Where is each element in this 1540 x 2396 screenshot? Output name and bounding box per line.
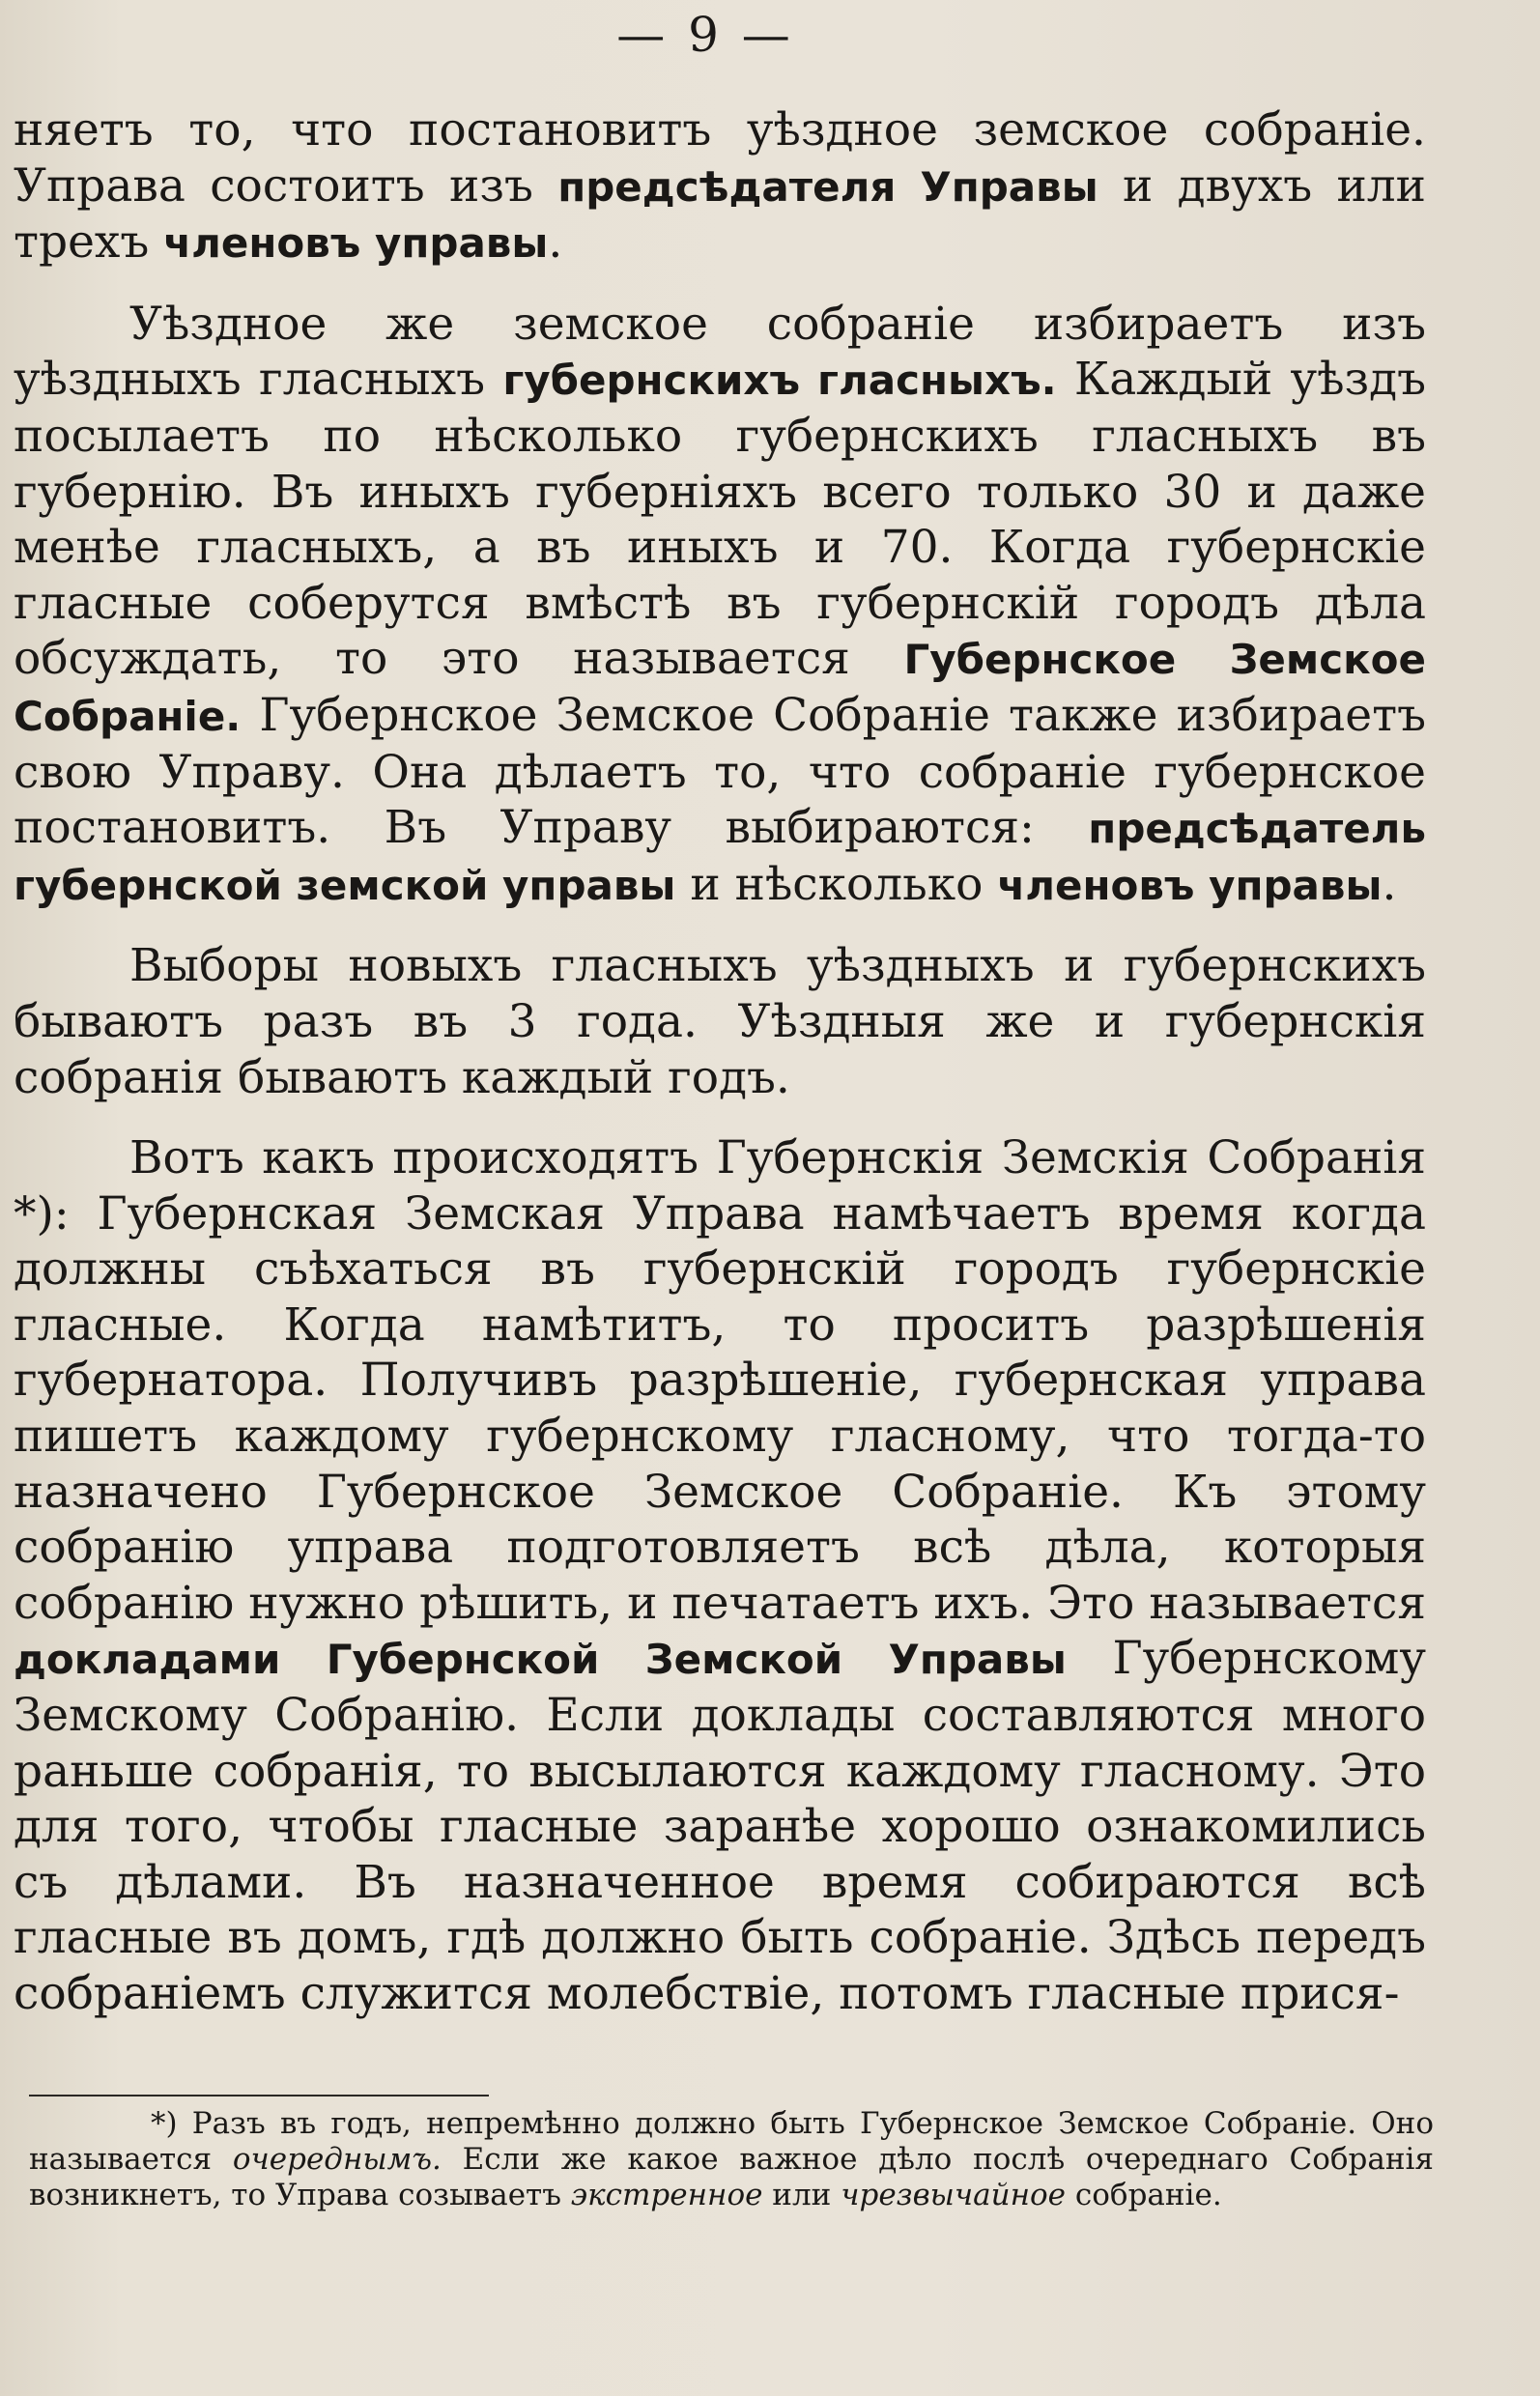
paragraph-3 — [14, 938, 1426, 1105]
bold-term: членовъ управы — [997, 861, 1383, 909]
text-run: . — [548, 215, 563, 270]
text-run: или — [762, 2178, 841, 2212]
text-run: и нѣсколько — [675, 857, 998, 911]
text-run: Уѣздное же земское собраніе избираетъ изъ уѣздныхъ гласныхъ — [14, 297, 1426, 407]
italic-term: чрезвычайное — [841, 2178, 1067, 2212]
footnote — [29, 2106, 1434, 2213]
italic-term: очереднымъ. — [232, 2142, 442, 2177]
text-run: Вотъ какъ происходятъ Губернскія Земскія Собранія *): Губернская Земская Управа намѣчаетъ время когда должны съѣхаться въ губернскій городъ губернскіе гласные. Когда намѣтитъ, то проситъ разрѣшенія губернатора. Получивъ разрѣшеніе, губернская управа пишетъ каждому губернскому гласному, что тогда-то назначено Губернское Земское Собраніе. Къ этому собранію управа подготовляетъ всѣ дѣла, которыя собранію нужно рѣшить, и печатаетъ ихъ. Это называется — [14, 1131, 1426, 1630]
paragraph-2 — [14, 297, 1426, 914]
body-text — [14, 102, 1426, 2022]
paragraph-1 — [14, 102, 1426, 271]
italic-term: экстренное — [570, 2178, 763, 2212]
text-run: и двухъ или трехъ — [14, 158, 1426, 270]
page-number: — 9 — — [616, 7, 794, 63]
text-run: *) Разъ въ годъ, непремѣнно должно быть Губернское Земское Собраніе. Оно называется — [29, 2106, 1434, 2177]
bold-term: предсѣдателя Управы — [557, 162, 1098, 211]
text-run: . — [1382, 857, 1397, 911]
bold-term: предсѣдатель губернской земской управы — [14, 805, 1426, 909]
bold-term: докладами Губернской Земской Управы — [14, 1636, 1067, 1684]
text-run: няетъ то, что постановитъ уѣздное земское собраніе. Управа состоитъ изъ — [14, 103, 1426, 213]
text-run: Каждый уѣздъ посылаетъ по нѣсколько губернскихъ гласныхъ въ губернію. Въ иныхъ губерніяхъ всего только 30 и даже менѣе гласныхъ, а въ иныхъ и 70. Когда губернскіе гласные соберутся вмѣстѣ въ губернскій городъ дѣла обсуждать, то это называется — [14, 353, 1427, 686]
text-run: Губернскому Земскому Собранію. Если доклады составляются много раньше собранія, то высылаются каждому гласному. Это для того, чтобы гласные заранѣе хорошо ознакомились съ дѣлами. Въ назначенное время собираются всѣ гласные въ домъ, гдѣ должно быть собраніе. Здѣсь передъ собраніемъ служится молебствіе, потомъ гласные прися- — [14, 1632, 1426, 2020]
paragraph-4 — [14, 1130, 1426, 2022]
text-run: Губернское Земское Собраніе также избираетъ свою Управу. Она дѣлаетъ то, что собраніе губернское постановитъ. Въ Управу выбираются: — [14, 688, 1426, 855]
bold-term: членовъ управы — [163, 219, 549, 268]
footnote-text — [29, 2106, 1434, 2213]
bold-term: Губернское Земское Собраніе. — [14, 636, 1426, 740]
text-run: собраніе. — [1066, 2178, 1222, 2212]
text-run: Если же какое важное дѣло послѣ очереднаго Собранія возникнетъ, то Управа созываетъ — [29, 2142, 1434, 2212]
text-run: Выборы новыхъ гласныхъ уѣздныхъ и губернскихъ бываютъ разъ въ 3 года. Уѣздныя же и губернскія собранія бываютъ каждый годъ. — [14, 939, 1426, 1104]
footnote-divider — [29, 2095, 489, 2096]
bold-term: губернскихъ гласныхъ. — [502, 357, 1057, 405]
